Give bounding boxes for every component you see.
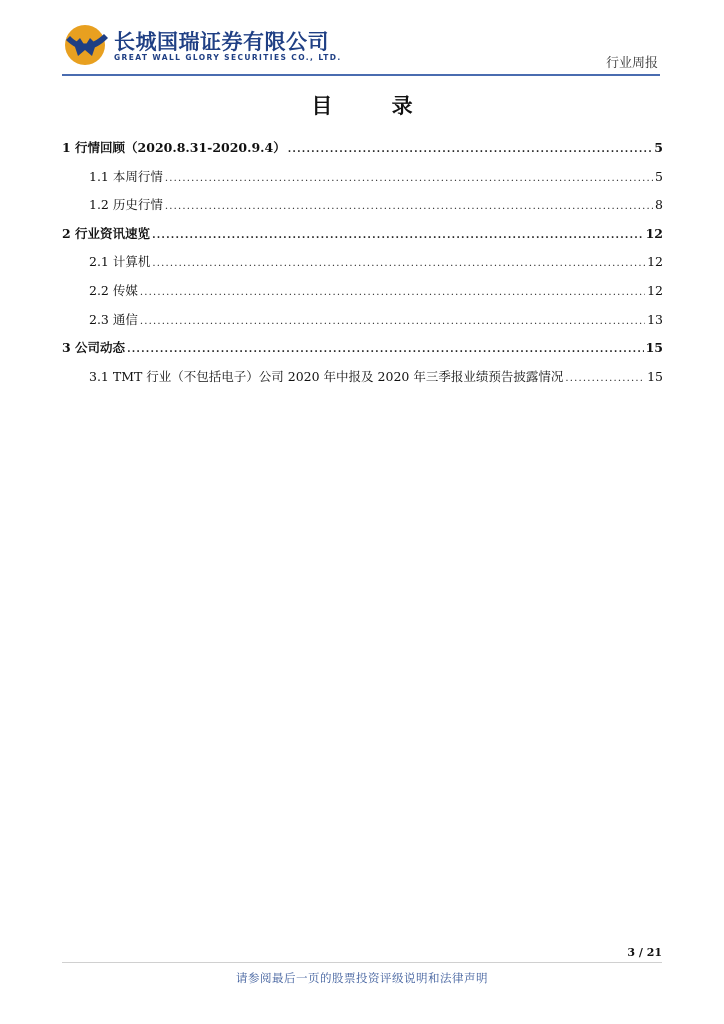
header-divider [62,74,660,76]
toc-leader-dots [165,173,653,184]
page-header [0,0,724,80]
toc-entry-label: 3 公司动态 [62,340,126,356]
toc-entry-page: 15 [645,340,663,356]
toc-entry-label: 2.2 传媒 [89,282,138,298]
toc-entry[interactable] [62,310,663,339]
company-name-cn: 长城国瑞证券有限公司 [114,30,329,54]
footer-disclaimer: 请参阅最后一页的股票投资评级说明和法律声明 [236,971,488,985]
toc-entry[interactable] [62,338,663,367]
toc-entry-page: 13 [647,311,663,327]
footer-divider [62,962,662,963]
toc-entry-page: 12 [647,254,663,270]
toc-leader-dots [288,144,653,155]
toc-entry-page: 5 [655,168,663,184]
toc-entry-label: 1.2 历史行情 [89,197,163,213]
toc-entry-label: 1.1 本周行情 [89,168,163,184]
page-number: 3 / 21 [627,946,662,959]
company-logo-icon [64,24,110,66]
toc-leader-dots [152,258,645,269]
toc-leader-dots [140,287,645,298]
toc-entry-page: 15 [647,368,663,384]
toc-entry-label: 2.3 通信 [89,311,138,327]
toc-entry-page: 12 [645,225,663,241]
toc-entry[interactable] [62,367,663,396]
table-of-contents [62,138,663,395]
toc-entry-label: 2 行业资讯速览 [62,225,151,241]
toc-entry-label: 1 行情回顾（2020.8.31-2020.9.4） [62,140,286,155]
toc-entry[interactable] [62,224,663,253]
toc-leader-dots [565,373,645,384]
toc-entry[interactable] [62,252,663,281]
toc-leader-dots [152,230,644,241]
toc-leader-dots [127,344,644,355]
toc-leader-dots [140,316,645,327]
toc-entry[interactable] [62,281,663,310]
toc-entry[interactable] [62,167,663,196]
toc-entry-page: 12 [647,282,663,298]
toc-entry-label: 3.1 TMT 行业（不包括电子）公司 2020 年中报及 2020 年三季报业绩预告披露情况 [89,368,564,384]
toc-leader-dots [165,201,653,212]
toc-title: 目 录 [311,94,439,118]
toc-entry[interactable] [62,195,663,224]
company-name-en: GREAT WALL GLORY SECURITIES CO., LTD. [114,53,342,62]
toc-entry-page: 5 [654,140,663,155]
toc-entry-label: 2.1 计算机 [89,254,151,270]
report-type: 行业周报 [605,56,658,71]
toc-entry-page: 8 [655,197,663,213]
toc-entry[interactable] [62,138,663,167]
